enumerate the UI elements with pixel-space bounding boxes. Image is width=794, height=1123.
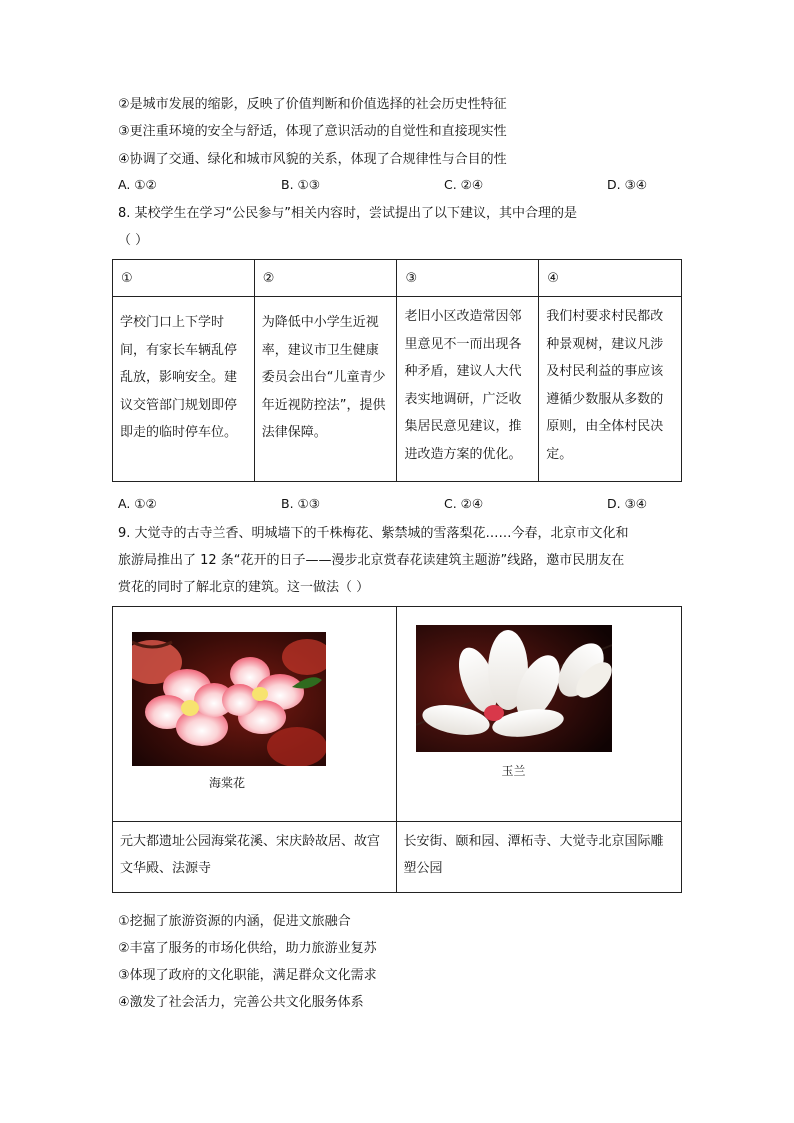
q8-header-1: ① [113,260,255,297]
q8-header-2: ② [254,260,397,297]
statement-2: ②是城市发展的缩影，反映了价值判断和价值选择的社会历史性特征 [118,97,507,112]
q8-cell-3: 老旧小区改造常因邻里意见不一而出现各种矛盾，建议人大代表实地调研，广泛收集居民意见建议，推进改造方案的优化。 [397,297,539,482]
q9-stem-line-2: 旅游局推出了 12 条“花开的日子——漫步北京赏春花读建筑主题游”线路，邀市民朋友在 [118,553,625,568]
q8-cell-1: 学校门口上下学时间，有家长车辆乱停乱放，影响安全。建议交管部门规划即停即走的临时停车位。 [113,297,255,482]
q9-choice-3: ③体现了政府的文化职能，满足群众文化需求 [118,968,377,983]
q9-places-left: 元大都遗址公园海棠花溪、宋庆龄故居、故宫文华殿、法源寺 [113,822,397,893]
q8-blank: （ ） [118,233,149,248]
q8-option-c: C. ②④ [444,496,484,511]
q9-table [112,606,682,893]
q8-header-3: ③ [397,260,539,297]
begonia-photo [132,632,326,766]
q9-places-right: 长安街、颐和园、潭柘寺、大觉寺北京国际雕塑公园 [396,822,682,893]
caption-magnolia: 玉兰 [501,764,526,778]
q8-option-a: A. ①② [118,496,157,511]
q9-image-cell-right [396,607,682,822]
q8-option-b: B. ①③ [281,496,320,511]
statement-3: ③更注重环境的安全与舒适，体现了意识活动的自觉性和直接现实性 [118,124,507,139]
q8-header-4: ④ [539,260,682,297]
q8-cell-4: 我们村要求村民都改种景观树，建议凡涉及村民利益的事应该遵循少数服从多数的原则，由全体村民决定。 [539,297,682,482]
q8-options [118,496,678,516]
q7-option-d: D. ③④ [607,177,647,192]
q9-choice-4: ④激发了社会活力，完善公共文化服务体系 [118,995,364,1010]
q8-table [112,259,682,482]
q7-option-a: A. ①② [118,177,157,192]
q7-options [118,177,678,197]
statement-4: ④协调了交通、绿化和城市风貌的关系，体现了合规律性与合目的性 [118,152,507,167]
q8-cell-2: 为降低中小学生近视率，建议市卫生健康委员会出台“儿童青少年近视防控法”，提供法律保障。 [254,297,397,482]
q9-stem-line-1: 9. 大觉寺的古寺兰香、明城墙下的千株梅花、紫禁城的雪落梨花……今春，北京市文化和 [118,526,629,541]
magnolia-photo [416,625,612,752]
q9-choice-1: ①挖掘了旅游资源的内涵，促进文旅融合 [118,914,351,929]
q8-stem: 8. 某校学生在学习“公民参与”相关内容时，尝试提出了以下建议，其中合理的是 [118,206,578,221]
q9-image-cell-left [113,607,397,822]
q7-option-b: B. ①③ [281,177,320,192]
q9-stem-line-3: 赏花的同时了解北京的建筑。这一做法（ ） [118,580,370,595]
q8-option-d: D. ③④ [607,496,647,511]
q9-choice-2: ②丰富了服务的市场化供给，助力旅游业复苏 [118,941,377,956]
q7-option-c: C. ②④ [444,177,484,192]
caption-begonia: 海棠花 [209,776,246,790]
